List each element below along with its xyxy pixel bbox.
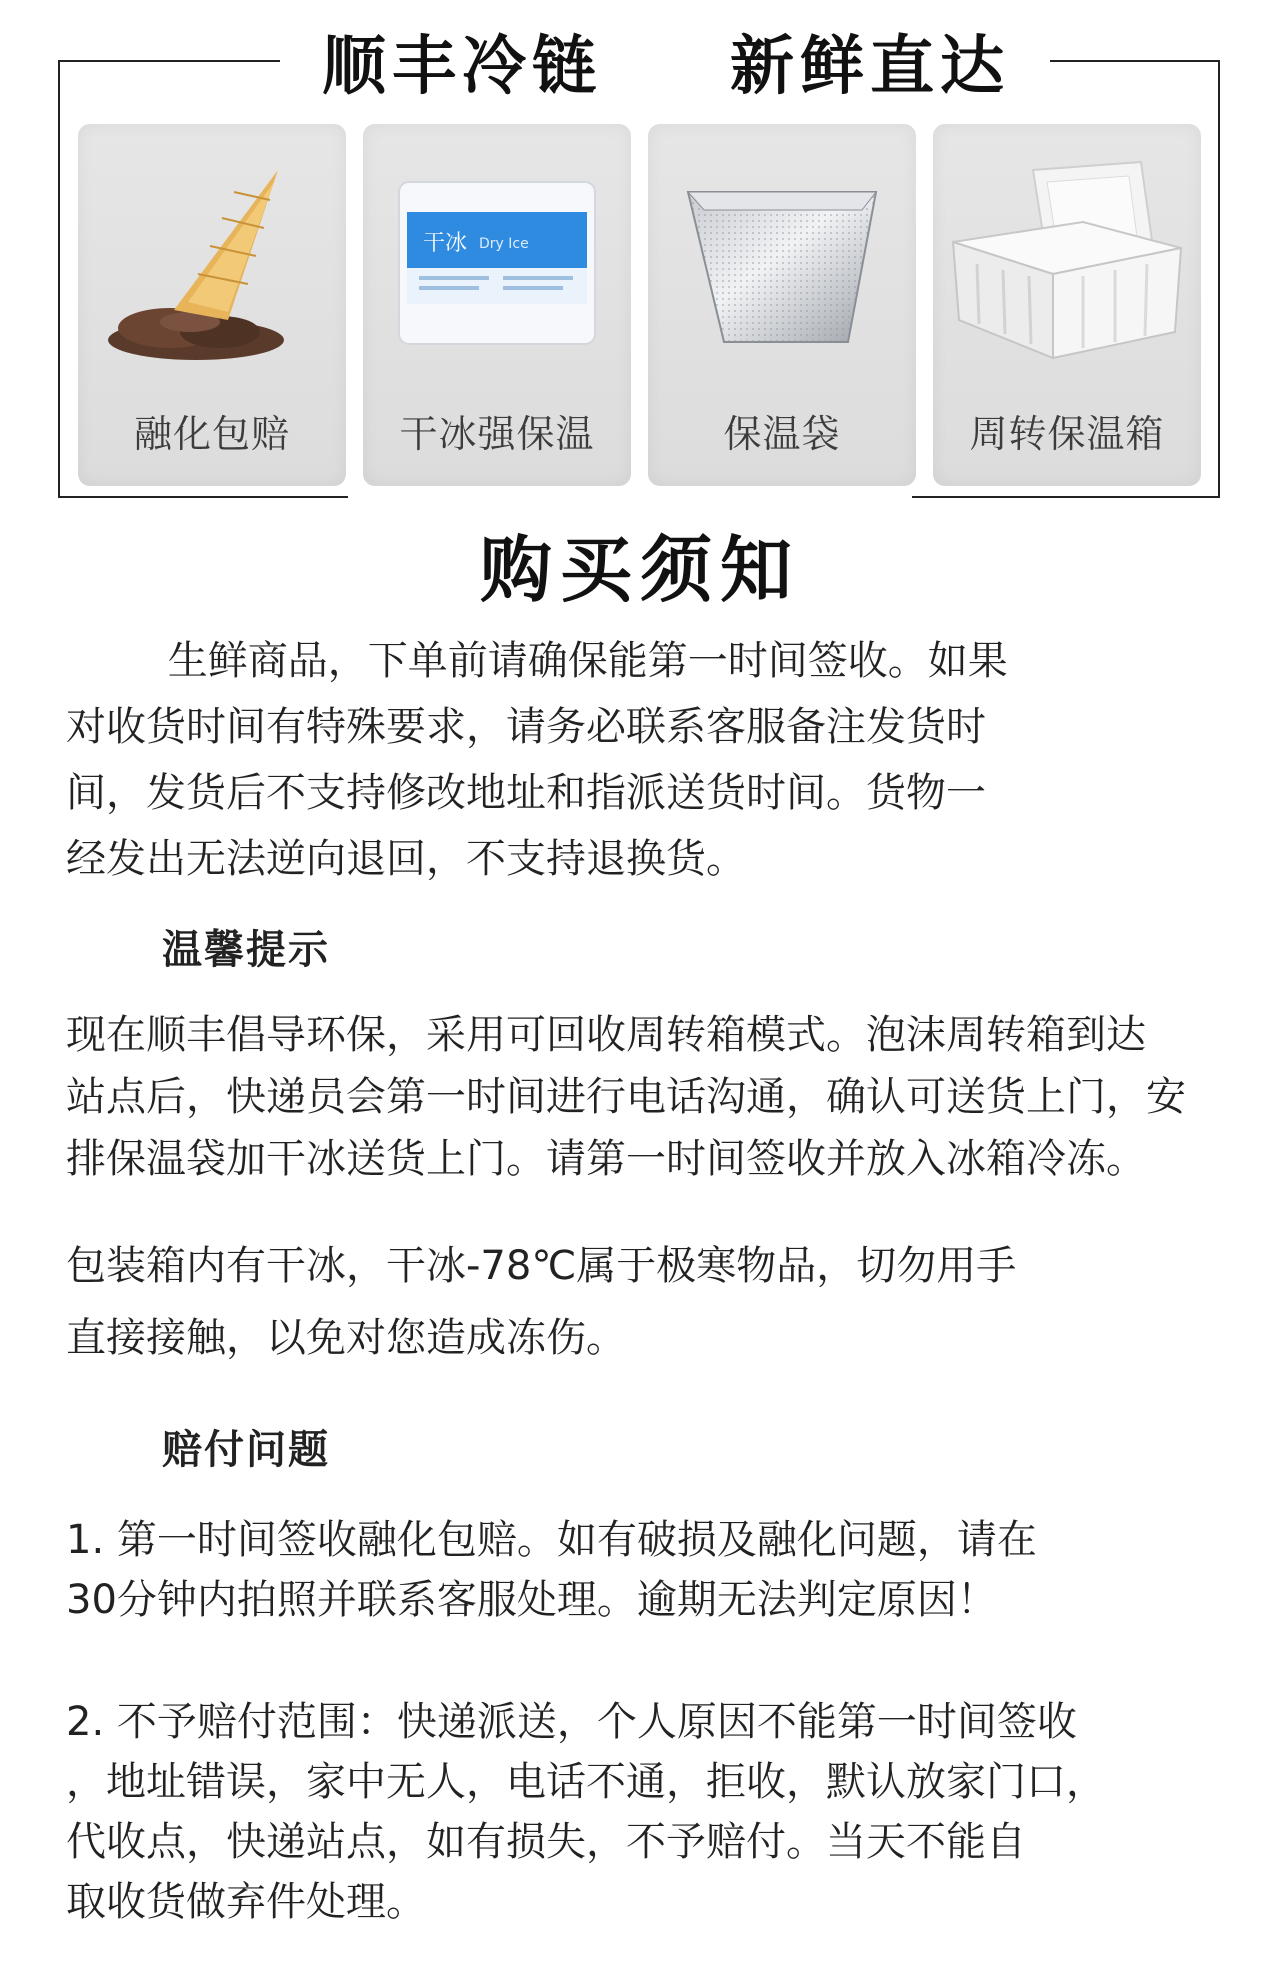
intro-line: 间，发货后不支持修改地址和指派送货时间。货物一 [66,770,986,816]
tile-label: 融化包赔 [133,412,290,456]
compensation-item-1 [66,1510,1226,1630]
banner-title-left: 顺丰冷链 [322,30,602,104]
tips-line: 站点后，快递员会第一时间进行电话沟通，确认可送货上门，安 [66,1074,1186,1120]
dry-ice-line: 包装箱内有干冰，干冰-78℃属于极寒物品，切勿用手 [66,1243,1017,1289]
intro-paragraph [66,628,1226,892]
tile-label: 干冰强保温 [399,412,595,456]
banner-left-edge [58,60,60,496]
compensation-line: 30分钟内拍照并联系客服处理。逾期无法判定原因！ [66,1577,997,1623]
banner-bottom-line-right [912,496,1220,498]
tips-paragraph [66,1004,1226,1190]
notice-title: 购买须知 [479,528,800,612]
compensation-heading: 赔付问题 [162,1427,330,1473]
feature-tile-cooler-box [933,124,1201,486]
feature-tile-melt-compensation [78,124,346,486]
banner-top-line-left [58,60,280,62]
compensation-line: 2. 不予赔付范围：快递派送，个人原因不能第一时间签收 [66,1699,1077,1745]
compensation-line: 代收点，快递站点，如有损失，不予赔付。当天不能自 [66,1819,1026,1865]
feature-tile-insulated-bag [648,124,916,486]
compensation-item-2 [66,1692,1226,1932]
banner-title-right: 新鲜直达 [730,30,1010,104]
melting-ice-cream-icon [78,152,346,382]
tile-label: 周转保温箱 [969,412,1165,456]
banner-bottom-line-left [58,496,348,498]
intro-line: 经发出无法逆向退回，不支持退换货。 [66,836,746,882]
intro-line: 对收货时间有特殊要求，请务必联系客服备注发货时 [66,704,986,750]
compensation-line: 1. 第一时间签收融化包赔。如有破损及融化问题，请在 [66,1517,1037,1563]
banner-top-line-right [1050,60,1220,62]
foam-cooler-box-icon [933,152,1201,382]
feature-tiles [78,124,1202,486]
compensation-line: ，地址错误，家中无人，电话不通，拒收，默认放家门口， [66,1759,1106,1805]
intro-line: 生鲜商品，下单前请确保能第一时间签收。如果 [66,638,1008,684]
tips-heading: 温馨提示 [162,927,330,973]
dry-ice-warning-paragraph [66,1230,1226,1374]
tile-label: 保温袋 [723,412,841,456]
feature-tile-dry-ice [363,124,631,486]
tips-line: 排保温袋加干冰送货上门。请第一时间签收并放入冰箱冷冻。 [66,1136,1146,1182]
dry-ice-line: 直接接触，以免对您造成冻伤。 [66,1315,626,1361]
compensation-line: 取收货做弃件处理。 [66,1879,426,1925]
dry-ice-pack-text: 干冰 [423,231,468,256]
dry-ice-pack-icon [363,152,631,382]
insulated-bag-icon [648,152,916,382]
banner-right-edge [1218,60,1220,496]
dry-ice-pack-subtext: Dry Ice [479,236,529,252]
tips-line: 现在顺丰倡导环保，采用可回收周转箱模式。泡沫周转箱到达 [66,1012,1146,1058]
